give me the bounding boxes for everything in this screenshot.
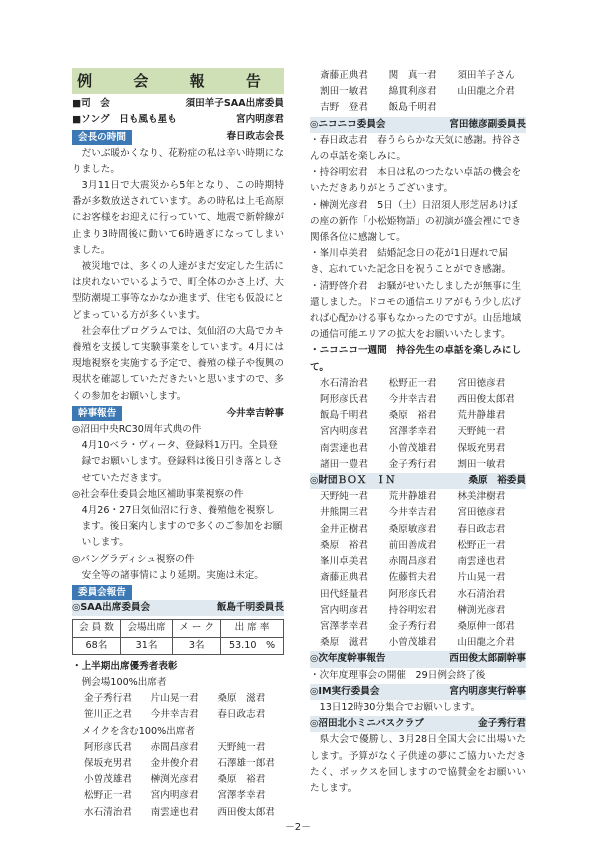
minibus-body: 県大会で優勝し、3月28日全国大会に出場いたします。予算がなく子供達の夢にご協力いただきたく、ボックスを回しますので協賛金をお願いいたします。 [310,734,526,794]
nico-item: ・持谷明宏君 本日は私のつたない卓話の機会をいただきありがとうございます。 [310,167,522,195]
member-name: 天野純一君 [217,741,266,753]
member-name: 荒井静雄君 [388,491,437,503]
member-name: 笹川正之君 [84,709,132,721]
member-name: 吉野 登君 [320,102,368,114]
next-heading: ◎次年度幹事報告 西田俊太郎副幹事 [310,651,526,667]
member-name: 前田善成君 [388,539,437,551]
member-name: 小曽茂雄君 [388,442,437,454]
im-heading: ◎IM実行委員会 宮内明彦実行幹事 [310,684,526,700]
member-name: 小曽茂雄君 [84,774,132,786]
member-name: 須田羊子さん [457,70,515,81]
table-header: 出 席 率 [221,620,284,637]
member-name: 春日政志君 [457,523,506,535]
member-name: 峯川卓美君 [320,556,368,568]
member-name: 飯島千明君 [388,102,437,114]
member-name: 西田俊太郎君 [457,394,515,406]
name-list [72,691,284,723]
member-name: 松野正一君 [388,377,437,389]
table-header: メ ー ク [173,620,221,637]
award-title: ・上半期出席優秀者表彰 [72,660,178,672]
member-name: 桑原 裕君 [388,410,437,422]
weekly-title: ・ニコニコ一週間 持谷先生の卓話を楽しみにして。 [310,345,522,373]
member-name: 桑原 裕君 [217,774,266,786]
table-header-row [73,620,284,637]
member-name: 宮澤孝幸君 [388,426,437,438]
member-name: 井熊開三君 [320,507,368,519]
member-name: 桑原 滋君 [320,637,368,649]
section-badge: 委員会報告 [72,585,132,600]
committee-section-header [72,585,284,600]
item-body: 4月10ベラ・ヴィータ、登録料1万円。全員登録でお願いします。登録料は後日引き落としさせていただきます。 [81,440,283,484]
member-name: 南雲達也君 [320,442,368,454]
table-cell: 68名 [73,637,121,654]
table-header: 会 員 数 [73,620,121,637]
section-badge: 幹事報告 [72,406,122,421]
member-name: 関 真一君 [388,70,437,81]
member-name: 桑原 裕君 [320,539,368,551]
member-name: 桑原伸一郎君 [457,620,515,632]
page-title: 例 会 報 告 [72,68,284,94]
member-name: 榊渕光彦君 [457,604,506,616]
member-name: 水石清治君 [320,377,368,389]
item-title: ◎沼田中央RC30周年式典の件 [72,424,202,436]
member-name: 宮澤孝幸君 [217,790,266,802]
member-name: 水石清治君 [84,806,132,818]
box-heading: ◎財団ＢＯＸ ＩＮ 桑原 裕委員 [310,473,526,489]
paragraph: 3月11日で大震災から5年となり、この時期特番が多数放送されています。あの時私は上毛高原にお客様をお迎えに行っていて、地震で新幹線が止まり3時間後に動いて6時過ぎになってしまいました。 [72,180,284,256]
im-body: 13日12時30分集合でお願いします。 [319,701,481,713]
member-name: 金子秀行君 [388,620,437,632]
member-name: 赤間昌彦君 [150,741,199,753]
member-name: 松野正一君 [457,539,506,551]
member-name: 山田龍之介君 [457,637,515,649]
member-name: 山田龍之介君 [457,86,515,98]
minibus-heading: ◎沼田北小ミニバスクラブ 金子秀行君 [310,716,526,732]
member-name: 保坂充男君 [457,442,506,454]
member-name: 阿形彦氏君 [84,741,132,753]
paragraph: 被災地では、多くの人達がまだ安定した生活には戻れないでいるようで、町全体のかさ上げ、大型防潮堤工事等なかなか進まず、住宅も仮設にとどまっている方が多くいます。 [72,261,284,321]
member-name: 斎藤正典君 [320,572,368,584]
award-category: メイクを含む100%出席者 [81,725,195,737]
member-name: 阿形彦氏君 [320,394,368,406]
right-column [310,68,526,797]
member-name: 林美津樹君 [457,491,506,503]
member-name: 桑原敏彦君 [388,523,437,535]
member-name: 佐藤哲夫君 [388,572,437,584]
member-name: 南雲達也君 [150,806,199,818]
name-list [310,489,526,651]
member-name: 金子秀行君 [84,693,132,705]
member-name: 松野正一君 [84,790,132,802]
table-header: 会場出席 [120,620,172,637]
president-section-header [72,129,284,145]
member-name: 金井俊介君 [150,757,199,769]
member-name: 諸田一豊君 [320,458,368,470]
nico-item: ・清野啓介君 お騒がせいたしましたが無事に生還しました。ドコモの通信エリアがもう少し広げれば心配かける事もなかったのですが。山岳地域の通信可能エリアの拡大をお願いいたします。 [310,280,522,341]
member-name: 小曽茂雄君 [388,637,437,649]
member-name: 片山晃一君 [150,693,199,705]
member-name: 赤間昌彦君 [388,556,437,568]
member-name: 石澤雄一郎君 [217,757,275,769]
nico-item: ・榊渕光彦君 5日（土）日沼須人形芝居あけぼの座の新作「小松姫物語」の初演が盛会裡にでき関係各位に感謝して。 [310,199,522,244]
nico-heading: ◎ニコニコ委員会 宮田徳彦副委員長 [310,117,526,133]
next-body: ・次年度理事会の開催 29日例会終了後 [310,669,486,681]
mc-line: ■司 会 須田羊子SAA出席委員 [72,98,284,109]
member-name: 榊渕光彦君 [150,774,199,786]
paragraph: 社会奉仕プログラムでは、気仙沼の大島でカキ養殖を支援して実験事業をしています。4月には現地視察を実施する予定で、養殖の様子や復興の現状を確認していただきたいと思いますので、多くの参加をお願いします。 [72,325,284,402]
speaker: 春日政志会長 [226,131,284,143]
left-column [72,68,284,821]
member-name: 田代経量君 [320,588,368,600]
member-name: 宮澤孝幸君 [320,620,368,632]
name-list [310,68,526,117]
saa-heading: ◎SAA出席委員会 飯島千明委員長 [72,600,284,616]
member-name: 今井幸吉君 [150,709,199,721]
table-cell: 53.10 % [221,637,284,654]
section-badge: 会長の時間 [72,130,132,145]
award-category: 例会場100%出席者 [81,676,167,688]
member-name: 割田一敏君 [457,458,506,470]
nico-item: ・峯川卓美君 結婚記念日の花が1日遅れで届き、忘れていた記念日を祝うことができ感謝。 [310,248,512,276]
member-name: 金井正樹君 [320,523,368,535]
member-name: 荒井静雄君 [457,410,506,422]
name-list [310,376,526,473]
member-name: 今井幸吉君 [388,394,437,406]
member-name: 今井幸吉君 [388,507,437,519]
table-cell: 3名 [173,637,221,654]
member-name: 綿貫利彦君 [388,86,437,98]
member-name: 南雲達也君 [457,556,506,568]
member-name [457,100,526,116]
table-row [73,637,284,654]
member-name: 宮内明彦君 [320,604,368,616]
member-name: 桑原 滋君 [217,693,266,705]
paragraph: だいぶ暖かくなり、花粉症の私は辛い時期になりました。 [72,147,284,175]
member-name: 天野純一君 [457,426,506,438]
item-title: ◎社会奉仕委員会地区補助事業視察の件 [72,488,244,500]
table-cell: 31名 [120,637,172,654]
member-name: 宮田徳彦君 [457,507,506,519]
member-name: 保坂充男君 [84,757,132,769]
member-name: 宮内明彦君 [150,790,199,802]
member-name: 春日政志君 [217,709,266,721]
item-title: ◎バングラディシュ視察の件 [72,553,195,565]
secretary-section-header [72,406,284,422]
member-name: 西田俊太郎君 [217,806,275,818]
nico-item: ・春日政志君 春うららかな天気に感謝。持谷さんの卓話を楽しみに。 [310,134,522,163]
member-name: 阿形彦氏君 [388,588,437,600]
item-body: 安全等の諸事情により延期。実施は未定。 [81,569,264,581]
name-list [72,740,284,821]
member-name: 金子秀行君 [388,458,437,470]
attendance-table [72,619,284,654]
song-line: ■ソング 日も風も星も 宮内明彦君 [72,114,284,126]
member-name: 宮内明彦君 [320,426,368,438]
member-name: 宮田徳彦君 [457,377,506,389]
member-name: 水石清治君 [457,588,506,600]
page-number: －2－ [284,822,312,833]
member-name: 割田一敏君 [320,86,368,98]
item-body: 4月26・27日気仙沼に行き、養殖他を視察します。後日案内しますので多くのご参加をお願いします。 [81,505,283,549]
speaker: 今井幸吉幹事 [226,407,284,419]
member-name: 斎藤正典君 [320,70,368,81]
member-name: 天野純一君 [320,491,368,503]
member-name: 片山晃一君 [457,572,506,584]
member-name: 飯島千明君 [320,410,368,422]
member-name: 持谷明宏君 [388,604,437,616]
